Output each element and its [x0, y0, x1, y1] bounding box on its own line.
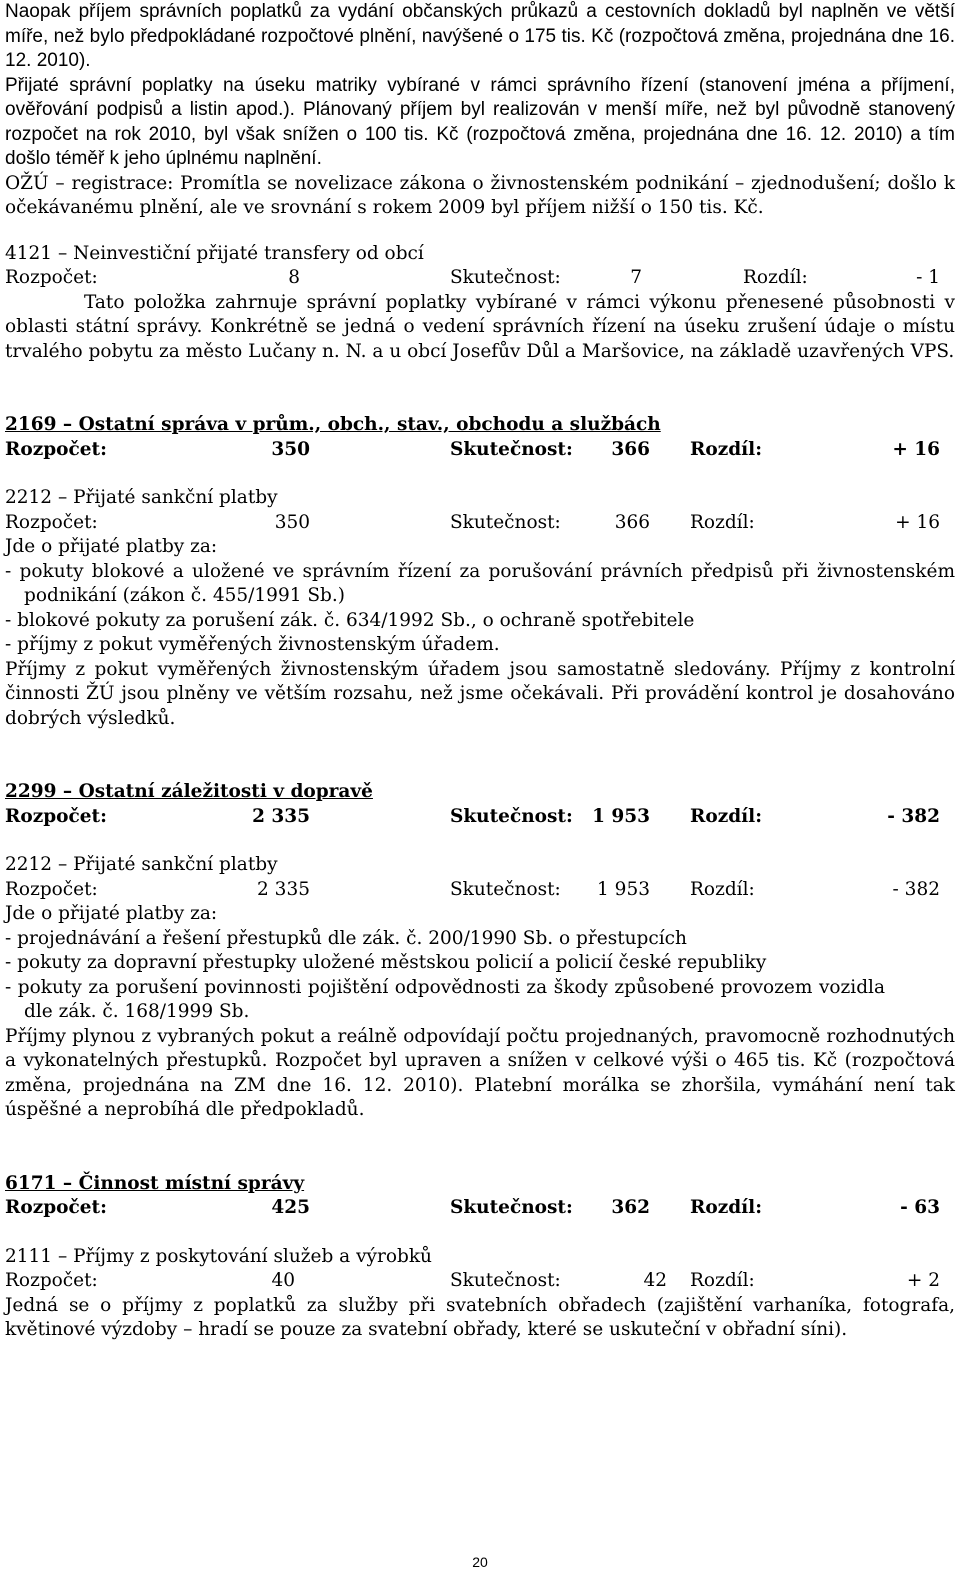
budget-value: 2 335: [252, 805, 310, 827]
budget-label: Rozpočet:: [5, 805, 107, 827]
item-4121-figures: [5, 266, 955, 291]
diff-value: - 382: [892, 878, 940, 900]
budget-value: 8: [288, 267, 300, 288]
diff-value: - 1: [916, 267, 940, 288]
actual-value: 362: [611, 1197, 650, 1218]
actual-value: 1 953: [592, 805, 650, 827]
section-2299-item-title: 2212 – Přijaté sankční platby: [5, 854, 278, 875]
intro-paragraph-registry: [5, 74, 955, 172]
item-4121-title: 4121 – Neinvestiční přijaté transfery od obcí: [5, 242, 424, 264]
intro-registry-detail: Plánovaný příjem byl realizován v menší míře, než byl původně stanovený rozpočet na rok 2010, byl však snížen o 100 tis. Kč (rozpočtová změna, projednána dne 16. 12. 2010) a tím došlo téměř k jeho úplnému naplnění.: [5, 99, 955, 169]
actual-label: Skutečnost:: [450, 805, 573, 827]
budget-value: 425: [271, 1197, 310, 1218]
budget-label: Rozpočet:: [5, 438, 107, 460]
budget-value: 2 335: [257, 878, 310, 900]
actual-value: 42: [643, 1270, 667, 1291]
income-for-label: Jde o přijaté platby za:: [5, 903, 218, 924]
budget-label: Rozpočet:: [5, 878, 98, 900]
budget-value: 40: [271, 1270, 295, 1291]
section-2169-heading: 2169 – Ostatní správa v prům., obch., stav., obchodu a službách: [5, 414, 661, 435]
intro-paragraph-trade-office: OŽÚ – registrace: Promítla se novelizace zákona o živnostenském podnikání – zjednodušení; došlo k očekávanému plnění, ale ve srovnání s rokem 2009 byl příjem nižší o 150 tis. Kč.: [5, 172, 955, 218]
list-item: - pokuty za porušení povinnosti pojištění odpovědnosti za škody způsobené provozem vozidla dle zák. č. 168/1999 Sb.: [5, 976, 885, 1022]
section-6171-text: Jedná se o příjmy z poplatků za služby při svatebních obřadech (zajištění varhaníka, fotografa, květinové výzdoby – hradí se pouze za svatební obřady, které se uskuteční v obřadní síni).: [5, 1294, 955, 1340]
actual-label: Skutečnost:: [450, 878, 561, 900]
section-6171-item-title: 2111 – Příjmy z poskytování služeb a výrobků: [5, 1245, 432, 1267]
diff-label: Rozdíl:: [690, 1197, 763, 1218]
diff-label: Rozdíl:: [690, 511, 755, 533]
diff-label: Rozdíl:: [690, 438, 763, 460]
list-item: - blokové pokuty za porušení zák. č. 634/1992 Sb., o ochraně spotřebitele: [5, 609, 695, 631]
document-page: [5, 0, 955, 1343]
diff-label: Rozdíl:: [690, 1270, 755, 1291]
section-2169-item-title: 2212 – Přijaté sankční platby: [5, 487, 278, 508]
actual-label: Skutečnost:: [450, 511, 561, 533]
section-2299-heading: 2299 – Ostatní záležitosti v dopravě: [5, 781, 373, 802]
section-6171-item-figures: [5, 1269, 955, 1294]
section-2169-text: Příjmy z pokut vyměřených živnostenským úřadem jsou samostatně sledovány. Příjmy z kontrolní činnosti ŽÚ jsou plněny ve větším rozsahu, než jsme očekávali. Při provádění kontrol je dosahováno dobrých výsledků.: [5, 658, 955, 729]
section-2299-totals: [5, 805, 955, 830]
section-2299-text: Příjmy plynou z vybraných pokut a reálně odpovídají počtu projednaných, pravomocně rozhodnutých a vykonatelných přestupků. Rozpočet byl upraven a snížen v celkové výši o 465 tis. Kč (rozpočtová změna, projednána na ZM dne 16. 12. 2010). Platební morálka se zhoršila, vymáhání není tak úspěšné a neprobíhá dle předpokladů.: [5, 1025, 955, 1120]
budget-label: Rozpočet:: [5, 511, 98, 533]
budget-label: Rozpočet:: [5, 1197, 107, 1218]
actual-label: Skutečnost:: [450, 1270, 561, 1291]
diff-label: Rozdíl:: [690, 878, 755, 900]
actual-value: 7: [630, 267, 642, 288]
page-number: 20: [472, 1554, 488, 1570]
section-2169-item-figures: [5, 511, 955, 536]
list-item: - pokuty za dopravní přestupky uložené městskou policií a policií české republiky: [5, 952, 767, 973]
diff-label: Rozdíl:: [690, 805, 763, 827]
budget-value: 350: [271, 438, 310, 460]
section-2169-totals: [5, 438, 955, 463]
diff-value: + 16: [892, 438, 940, 460]
diff-value: - 63: [900, 1197, 940, 1218]
section-6171-heading: 6171 – Činnost místní správy: [5, 1172, 305, 1194]
list-item: - příjmy z pokut vyměřených živnostenským úřadem.: [5, 634, 500, 655]
actual-label: Skutečnost:: [450, 1197, 573, 1218]
diff-value: - 382: [887, 805, 940, 827]
section-2299-item-figures: [5, 878, 955, 903]
diff-label: Rozdíl:: [743, 267, 808, 288]
section-6171-totals: [5, 1196, 955, 1221]
intro-registry-lead: Přijaté správní poplatky na úseku matriky vybírané v rámci správního řízení (stanovení jména a příjmení, ověřování podpisů a listin apod.).: [5, 74, 955, 120]
diff-value: + 16: [895, 511, 940, 533]
actual-value: 1 953: [597, 878, 650, 900]
list-item: - pokuty blokové a uložené ve správním řízení za porušování právních předpisů při živnostenském podnikání (zákon č. 455/1991 Sb.): [5, 560, 955, 606]
budget-label: Rozpočet:: [5, 267, 98, 288]
actual-value: 366: [611, 438, 650, 460]
income-for-label: Jde o přijaté platby za:: [5, 536, 218, 557]
budget-label: Rozpočet:: [5, 1270, 98, 1291]
actual-value: 366: [614, 511, 650, 533]
list-item: - projednávání a řešení přestupků dle zák. č. 200/1990 Sb. o přestupcích: [5, 927, 687, 949]
intro-paragraph-passports: Naopak příjem správních poplatků za vydání občanských průkazů a cestovních dokladů byl naplněn ve větší míře, než bylo předpokládané rozpočtové plnění, navýšené o 175 tis. Kč (rozpočtová změna, projednána dne 16. 12. 2010).: [5, 1, 955, 71]
actual-label: Skutečnost:: [450, 267, 561, 288]
item-4121-text: Tato položka zahrnuje správní poplatky vybírané v rámci výkonu přenesené působnosti v oblasti státní správy. Konkrétně se jedná o vedení správních řízení na úseku zrušení údaje o místu trvalého pobytu za město Lučany n. N. a u obcí Josefův Důl a Maršovice, na základě uzavřených VPS.: [5, 291, 955, 362]
budget-value: 350: [274, 511, 310, 533]
diff-value: + 2: [906, 1270, 940, 1291]
actual-label: Skutečnost:: [450, 438, 573, 460]
